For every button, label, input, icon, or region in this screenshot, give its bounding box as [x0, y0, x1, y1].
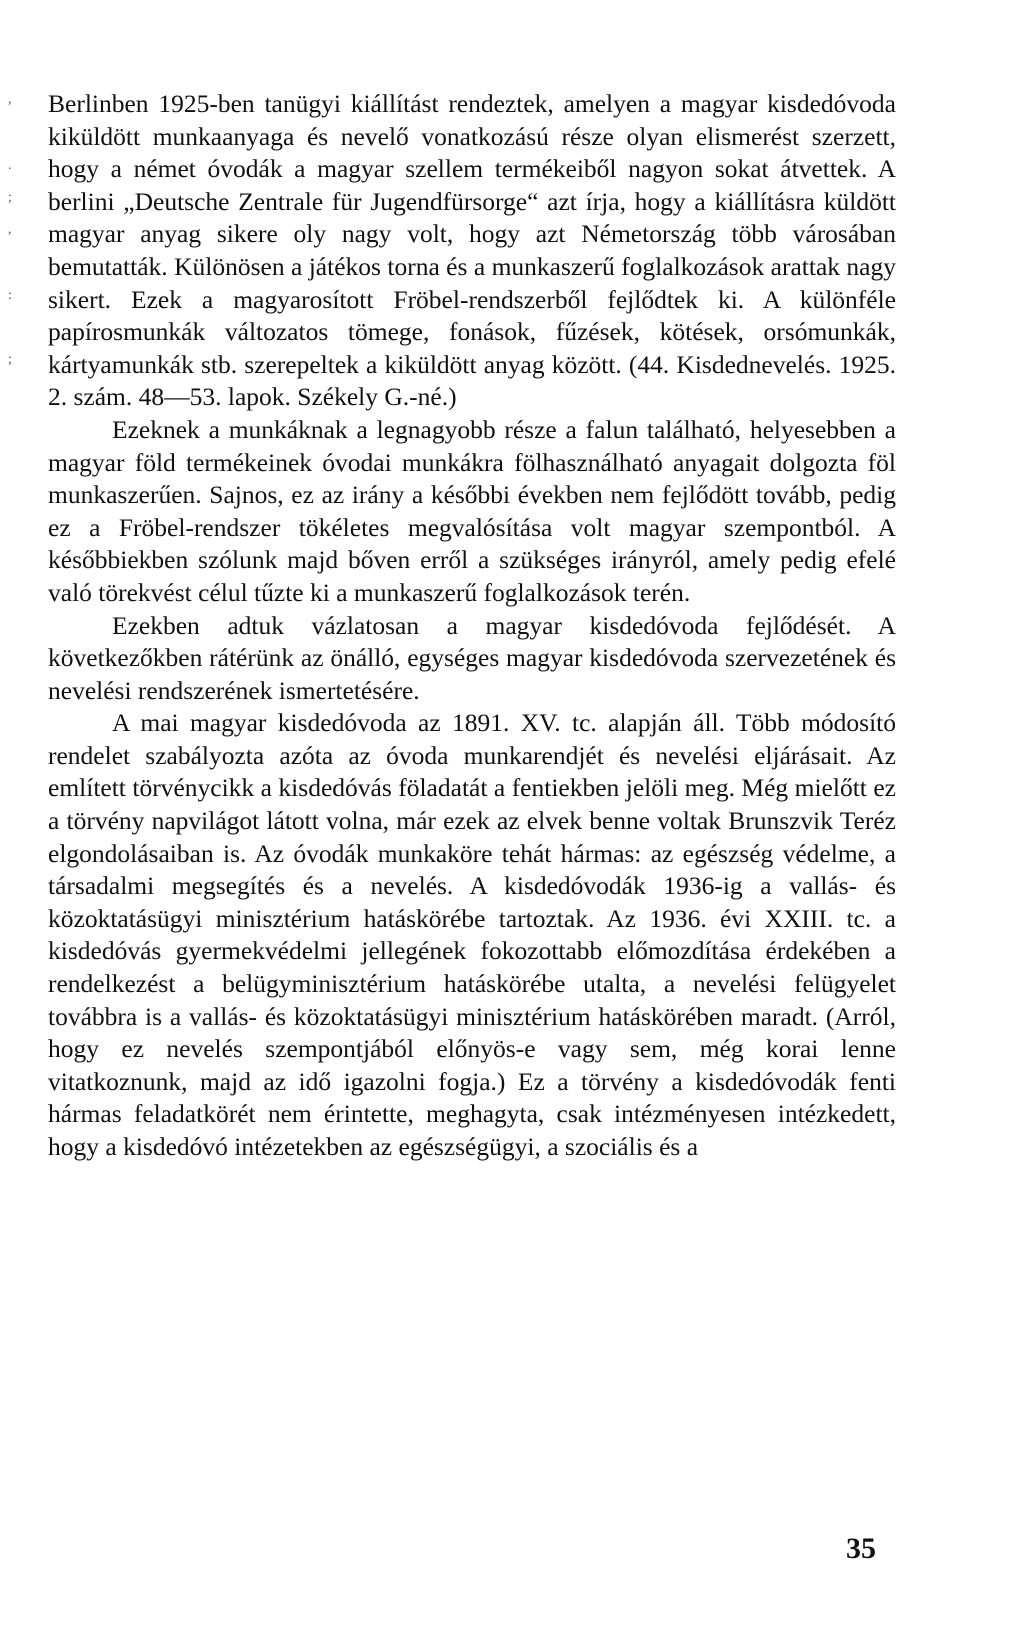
margin-mark: ;: [8, 352, 12, 367]
margin-mark: :: [8, 288, 12, 303]
paragraph-2: Ezeknek a munkáknak a legnagyobb része a falun található, helyesebben a magyar föld termékeinek óvodai munkákra fölhasználható anyagait dolgozta föl munkaszerűen. Sajnos, ez az irány a későbbi években nem fejlődött tovább, pedig ez a Fröbel-rendszer tökéletes megvalósítása volt magyar szempontból. A későbbiekben szólunk majd bőven erről a szükséges irányról, amely pedig efelé való törekvést célul tűzte ki a munkaszerű foglalkozások terén.: [48, 414, 896, 607]
margin-mark: .: [8, 158, 12, 173]
margin-mark: ,: [8, 92, 12, 107]
margin-mark: ;: [8, 190, 12, 205]
page-number: 35: [846, 1532, 876, 1565]
margin-mark: ,: [8, 222, 12, 237]
paragraph-1: Berlinben 1925-ben tanügyi kiállítást rendeztek, amelyen a magyar kisdedóvoda kiküldött munkaanyaga és nevelő vonatkozású része olyan elismerést szerzett, hogy a német óvodák a magyar szellem termékeiből nagyon sokat átvettek. A berlini „Deutsche Zentrale für Jugendfürsorge“ azt írja, hogy a kiállításra küldött magyar anyag sikere oly nagy volt, hogy azt Németország több városában bemutatták. Különösen a játékos torna és a munkaszerű foglalkozások arattak nagy sikert. Ezek a magyarosított Fröbel-rendszerből fejlődtek ki. A különféle papírosmunkák változatos tömege, fonások, fűzések, kötések, orsómunkák, kártyamunkák stb. szerepeltek a kiküldött anyag között. (44. Kisdednevelés. 1925. 2. szám. 48—53. lapok. Székely G.-né.): [48, 89, 896, 412]
body-text: [48, 88, 896, 1164]
paragraph-3: Ezekben adtuk vázlatosan a magyar kisdedóvoda fejlődését. A következőkben rátérünk az önálló, egységes magyar kisdedóvoda szervezetének és nevelési rendszerének ismertetésére.: [48, 610, 896, 705]
paragraph-4: A mai magyar kisdedóvoda az 1891. XV. tc. alapján áll. Több módosító rendelet szabályozta azóta az óvoda munkarendjét és nevelési eljárásait. Az említett törvénycikk a kisdedóvás föladatát a fentiekben jelöli meg. Még mielőtt ez a törvény napvilágot látott volna, már ezek az elvek benne voltak Brunszvik Teréz elgondolásaiban is. Az óvodák munkaköre tehát hármas: az egészség védelme, a társadalmi megsegítés és a nevelés. A kisdedóvodák 1936-ig a vallás- és közoktatásügyi minisztérium hatáskörébe tartoztak. Az 1936. évi XXIII. tc. a kisdedóvás gyermekvédelmi jellegének fokozottabb előmozdítása érdekében a rendelkezést a belügyminisztérium hatáskörébe utalta, a nevelési felügyelet továbbra is a vallás- és közoktatásügyi minisztérium hatáskörében maradt. (Arról, hogy ez nevelés szempontjából előnyös-e vagy sem, még korai lenne vitatkoznunk, majd az idő igazolni fogja.) Ez a törvény a kisdedóvodák fenti hármas feladatkörét nem érintette, meghagyta, csak intézményesen intézkedett, hogy a kisdedóvó intézetekben az egészségügyi, a szociális és a: [48, 708, 896, 1161]
